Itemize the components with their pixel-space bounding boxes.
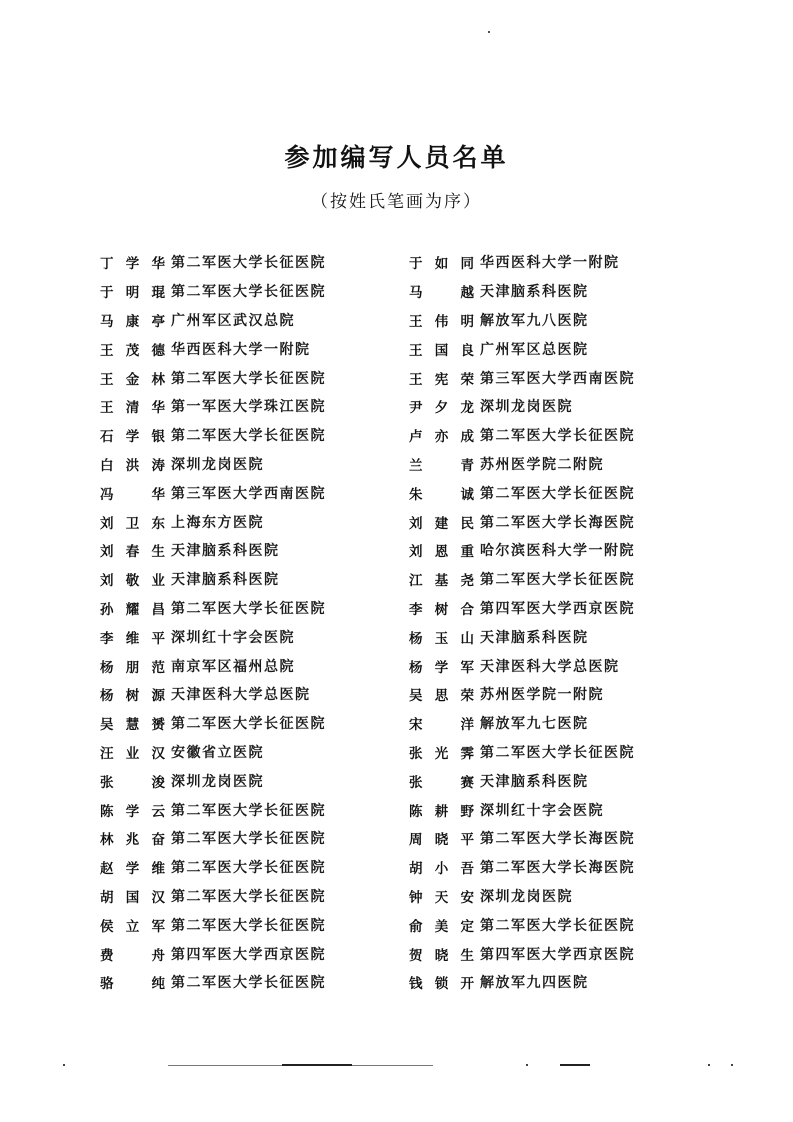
contributor-row	[100, 709, 326, 738]
contributor-name: 吴 慧 赟	[100, 717, 166, 734]
contributor-list-right	[409, 248, 635, 997]
contributor-row	[100, 622, 326, 651]
contributor-row	[100, 910, 326, 939]
contributor-affiliation: 第二军医大学长征医院	[171, 917, 326, 934]
contributor-name: 胡 国 汉	[100, 889, 166, 906]
contributor-row	[100, 882, 326, 911]
contributor-affiliation: 华西医科大学一附院	[480, 255, 620, 272]
contributor-affiliation: 第二军医大学长征医院	[171, 860, 326, 877]
contributor-affiliation: 第二军医大学长征医院	[480, 572, 635, 589]
contributor-name: 孙 耀 昌	[100, 601, 166, 618]
contributor-name: 马 康 亭	[100, 313, 166, 330]
contributor-row	[409, 824, 635, 853]
contributor-row	[100, 824, 326, 853]
contributor-name: 刘 卫 东	[100, 515, 166, 532]
contributor-name: 刘 建 民	[409, 515, 475, 532]
contributor-row	[100, 651, 326, 680]
contributor-row	[409, 622, 635, 651]
contributor-affiliation: 第二军医大学长征医院	[480, 485, 635, 502]
footer-rule-bar	[560, 1064, 590, 1066]
contributor-affiliation: 天津医科大学总医院	[480, 658, 620, 675]
contributor-affiliation: 第三军医大学西南医院	[171, 485, 326, 502]
contributor-affiliation: 解放军九七医院	[480, 716, 589, 733]
contributor-row	[409, 651, 635, 680]
contributor-affiliation: 第二军医大学长征医院	[480, 428, 635, 445]
contributor-affiliation: 天津脑系科医院	[171, 572, 280, 589]
contributor-affiliation: 第二军医大学长征医院	[171, 975, 326, 992]
contributor-row	[409, 853, 635, 882]
contributor-name: 钟 天 安	[409, 889, 475, 906]
contributor-row	[409, 795, 635, 824]
contributor-name: 赵 学 维	[100, 861, 166, 878]
contributor-name: 刘 恩 重	[409, 544, 475, 561]
contributor-affiliation: 第四军医大学西京医院	[480, 600, 635, 617]
footer-mark	[708, 1064, 710, 1066]
contributor-name: 于 如 同	[409, 256, 475, 273]
contributor-affiliation: 第四军医大学西京医院	[171, 946, 326, 963]
contributor-row	[409, 738, 635, 767]
contributor-affiliation: 第二军医大学长征医院	[171, 428, 326, 445]
contributor-affiliation: 哈尔滨医科大学一附院	[480, 543, 635, 560]
contributor-name: 冯 华	[100, 486, 166, 503]
contributor-name: 石 学 银	[100, 429, 166, 446]
contributor-row	[409, 363, 635, 392]
contributor-affiliation: 上海东方医院	[171, 514, 264, 531]
contributor-name: 于 明 琨	[100, 285, 166, 302]
contributor-name: 王 茂 德	[100, 342, 166, 359]
contributor-row	[409, 594, 635, 623]
contributor-name: 王 金 林	[100, 371, 166, 388]
contributor-name: 陈 耕 野	[409, 803, 475, 820]
contributor-row	[100, 334, 326, 363]
contributor-row	[100, 478, 326, 507]
contributor-affiliation: 深圳红十字会医院	[480, 802, 604, 819]
contributor-affiliation: 第二军医大学长征医院	[171, 802, 326, 819]
contributor-row	[100, 738, 326, 767]
contributor-row	[409, 306, 635, 335]
contributor-row	[409, 334, 635, 363]
contributor-affiliation: 第三军医大学西南医院	[480, 370, 635, 387]
contributor-row	[409, 392, 635, 421]
contributor-row	[409, 536, 635, 565]
contributor-affiliation: 第二军医大学长征医院	[480, 744, 635, 761]
contributor-affiliation: 第二军医大学长征医院	[171, 370, 326, 387]
contributor-affiliation: 深圳红十字会医院	[171, 629, 295, 646]
contributor-row	[100, 306, 326, 335]
contributor-name: 陈 学 云	[100, 803, 166, 820]
contributor-name: 林 兆 奋	[100, 832, 166, 849]
contributor-name: 刘 敬 业	[100, 573, 166, 590]
contributor-row	[100, 968, 326, 997]
contributor-name: 江 基 尧	[409, 573, 475, 590]
contributor-row	[100, 248, 326, 277]
contributor-affiliation: 天津脑系科医院	[171, 543, 280, 560]
contributor-name: 李 树 合	[409, 601, 475, 618]
contributor-row	[100, 363, 326, 392]
contributor-name: 李 维 平	[100, 630, 166, 647]
contributor-row	[100, 853, 326, 882]
contributor-list-left	[100, 248, 326, 997]
contributor-name: 张 浚	[100, 774, 166, 791]
contributor-name: 马 越	[409, 285, 475, 302]
contributor-name: 兰 青	[409, 457, 475, 474]
page-title: 参加编写人员名单	[284, 143, 509, 172]
contributor-affiliation: 第二军医大学长海医院	[480, 514, 635, 531]
contributor-row	[100, 594, 326, 623]
contributor-affiliation: 解放军九八医院	[480, 312, 589, 329]
contributor-affiliation: 第二军医大学长海医院	[480, 831, 635, 848]
contributor-name: 汪 业 汉	[100, 745, 166, 762]
contributor-affiliation: 第一军医大学珠江医院	[171, 399, 326, 416]
contributor-affiliation: 天津脑系科医院	[480, 284, 589, 301]
contributor-name: 侯 立 军	[100, 918, 166, 935]
contributor-affiliation: 第二军医大学长征医院	[171, 255, 326, 272]
contributor-affiliation: 苏州医学院一附院	[480, 687, 604, 704]
footer-mark	[63, 1064, 65, 1066]
contributor-row	[409, 478, 635, 507]
contributor-name: 吴 思 荣	[409, 688, 475, 705]
contributor-name: 朱 诚	[409, 486, 475, 503]
contributor-name: 胡 小 吾	[409, 861, 475, 878]
contributor-name: 骆 纯	[100, 976, 166, 993]
contributor-affiliation: 安徽省立医院	[171, 744, 264, 761]
scan-speck	[488, 31, 490, 33]
contributor-row	[100, 939, 326, 968]
contributor-row	[100, 766, 326, 795]
contributor-name: 张 光 霁	[409, 745, 475, 762]
contributor-affiliation: 南京军区福州总院	[171, 658, 295, 675]
contributor-name: 王 伟 明	[409, 313, 475, 330]
contributor-row	[409, 450, 635, 479]
contributor-row	[409, 968, 635, 997]
contributor-affiliation: 第二军医大学长征医院	[480, 917, 635, 934]
contributor-affiliation: 深圳龙岗医院	[480, 888, 573, 905]
contributor-affiliation: 深圳龙岗医院	[171, 456, 264, 473]
contributor-affiliation: 深圳龙岗医院	[171, 773, 264, 790]
footer-mark	[731, 1064, 733, 1066]
contributor-row	[409, 421, 635, 450]
contributor-name: 王 国 良	[409, 342, 475, 359]
contributor-name: 张 赛	[409, 774, 475, 791]
contributor-affiliation: 华西医科大学一附院	[171, 341, 311, 358]
contributor-row	[100, 680, 326, 709]
contributor-name: 刘 春 生	[100, 544, 166, 561]
contributor-affiliation: 广州军区武汉总院	[171, 312, 295, 329]
contributor-affiliation: 广州军区总医院	[480, 341, 589, 358]
contributor-affiliation: 苏州医学院二附院	[480, 456, 604, 473]
contributor-row	[409, 939, 635, 968]
contributor-name: 王 宪 荣	[409, 371, 475, 388]
contributor-row	[100, 392, 326, 421]
contributor-row	[100, 795, 326, 824]
contributor-name: 杨 玉 山	[409, 630, 475, 647]
contributor-name: 尹 夕 龙	[409, 400, 475, 417]
contributor-row	[409, 507, 635, 536]
contributor-name: 杨 学 军	[409, 659, 475, 676]
contributor-affiliation: 天津医科大学总医院	[171, 687, 311, 704]
contributor-name: 贺 晓 生	[409, 947, 475, 964]
footer-rule-bar	[282, 1064, 352, 1066]
contributor-name: 费 舟	[100, 947, 166, 964]
contributor-affiliation: 第二军医大学长海医院	[480, 860, 635, 877]
contributor-affiliation: 天津脑系科医院	[480, 773, 589, 790]
contributor-name: 杨 朋 范	[100, 659, 166, 676]
contributor-name: 王 清 华	[100, 400, 166, 417]
contributor-affiliation: 深圳龙岗医院	[480, 399, 573, 416]
contributor-affiliation: 第二军医大学长征医院	[171, 888, 326, 905]
footer-mark	[526, 1064, 528, 1066]
contributor-name: 俞 美 定	[409, 918, 475, 935]
page-subtitle: （按姓氏笔画为序）	[311, 192, 482, 212]
contributor-name: 卢 亦 成	[409, 429, 475, 446]
contributor-row	[409, 277, 635, 306]
contributor-name: 丁 学 华	[100, 256, 166, 273]
contributor-row	[100, 507, 326, 536]
contributor-name: 周 晓 平	[409, 832, 475, 849]
contributor-row	[409, 680, 635, 709]
contributor-affiliation: 第二军医大学长征医院	[171, 716, 326, 733]
contributor-affiliation: 第二军医大学长征医院	[171, 600, 326, 617]
contributor-name: 宋 洋	[409, 717, 475, 734]
contributor-row	[409, 248, 635, 277]
contributor-row	[409, 910, 635, 939]
contributor-affiliation: 天津脑系科医院	[480, 629, 589, 646]
contributor-affiliation: 第二军医大学长征医院	[171, 831, 326, 848]
contributor-row	[409, 709, 635, 738]
contributor-row	[100, 277, 326, 306]
contributor-name: 白 洪 涛	[100, 457, 166, 474]
contributor-row	[409, 565, 635, 594]
contributor-row	[100, 450, 326, 479]
contributor-row	[100, 565, 326, 594]
contributor-name: 杨 树 源	[100, 688, 166, 705]
contributor-row	[100, 536, 326, 565]
contributor-affiliation: 第四军医大学西京医院	[480, 946, 635, 963]
contributor-affiliation: 第二军医大学长征医院	[171, 284, 326, 301]
contributor-name: 钱 锁 开	[409, 976, 475, 993]
contributor-row	[409, 882, 635, 911]
contributor-row	[409, 766, 635, 795]
contributor-affiliation: 解放军九四医院	[480, 975, 589, 992]
contributor-row	[100, 421, 326, 450]
